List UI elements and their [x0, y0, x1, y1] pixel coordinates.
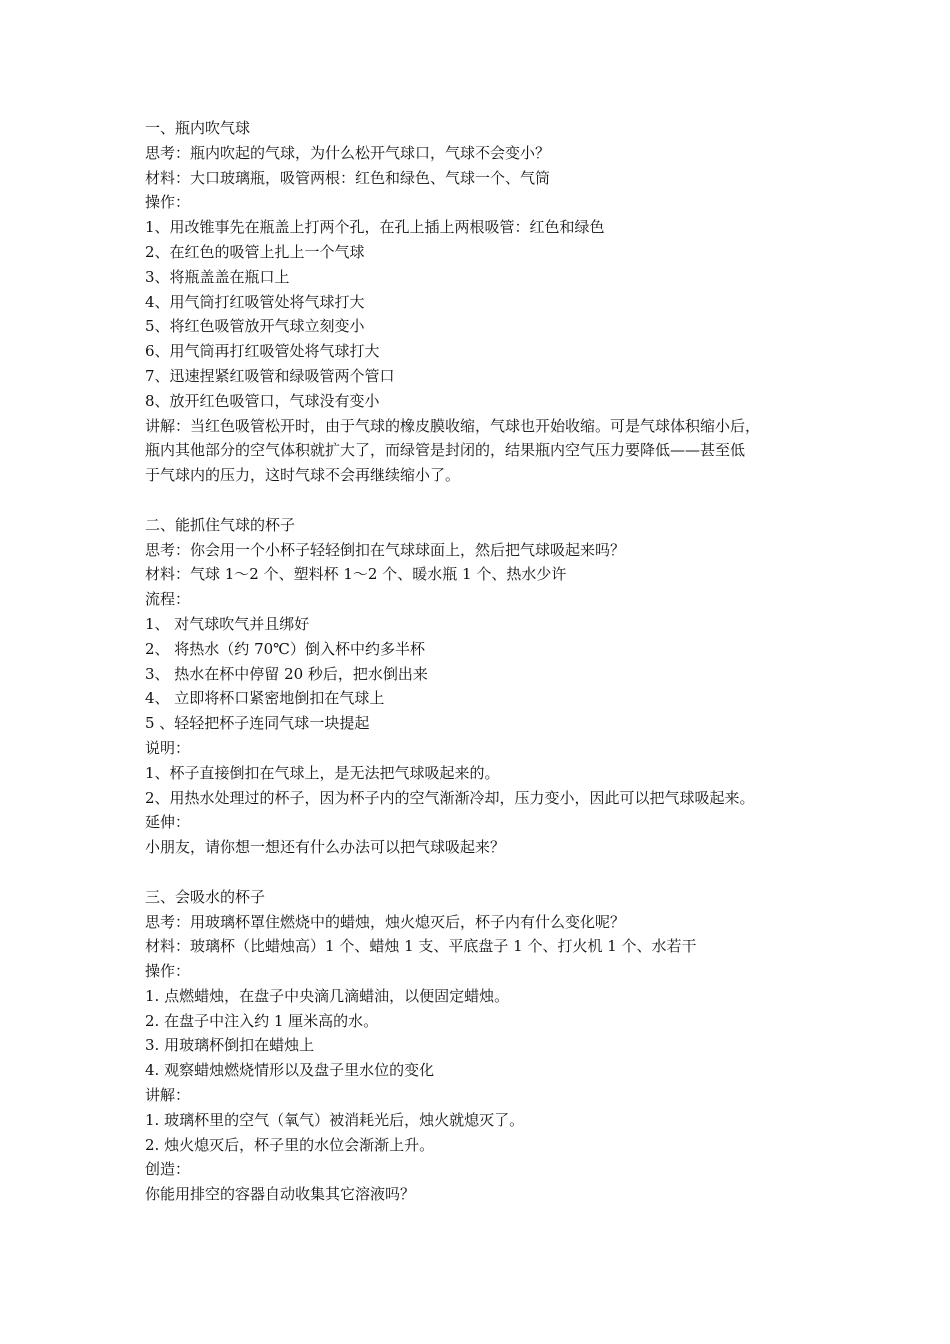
section-cup-catches-balloon: [145, 513, 815, 860]
text-line: 你能用排空的容器自动收集其它溶液吗？: [145, 1185, 416, 1204]
text-line: 2、用热水处理过的杯子，因为杯子内的空气渐渐冷却，压力变小，因此可以把气球吸起来。: [145, 788, 755, 807]
text-line: 1. 点燃蜡烛，在盘子中央滴几滴蜡油，以便固定蜡烛。: [145, 986, 510, 1005]
text-line: 2. 在盘子中注入约 1 厘米高的水。: [145, 1011, 379, 1030]
section-cup-absorbs-water: [145, 885, 815, 1207]
text-line: 3、 热水在杯中停留 20 秒后，把水倒出来: [145, 664, 428, 683]
text-line: 3、将瓶盖盖在瓶口上: [145, 267, 290, 286]
text-line: 7、迅速捏紧红吸管和绿吸管两个管口: [145, 366, 395, 385]
text-line: 1、用改锥事先在瓶盖上打两个孔，在孔上插上两根吸管：红色和绿色: [145, 218, 605, 237]
text-line: 延伸：: [145, 813, 191, 832]
text-line: 4、用气筒打红吸管处将气球打大: [145, 292, 365, 311]
text-line: 思考：你会用一个小杯子轻轻倒扣在气球球面上，然后把气球吸起来吗？: [145, 540, 626, 559]
document-page: [145, 116, 815, 1207]
text-line: 2、在红色的吸管上扎上一个气球: [145, 242, 365, 261]
text-line: 说明：: [145, 738, 191, 757]
text-line: 流程：: [145, 590, 191, 609]
text-line: 创造：: [145, 1160, 191, 1179]
explanation-line: 讲解：当红色吸管松开时，由于气球的橡皮膜收缩，气球也开始收缩。可是气球体积缩小后，: [145, 416, 761, 435]
text-line: 8、放开红色吸管口，气球没有变小: [145, 391, 380, 410]
text-line: 材料：气球 1～2 个、塑料杯 1～2 个、暖水瓶 1 个、热水少许: [145, 565, 567, 584]
text-line: 思考：用玻璃杯罩住燃烧中的蜡烛，烛火熄灭后，杯子内有什么变化呢？: [145, 912, 626, 931]
text-line: 材料：玻璃杯（比蜡烛高）1 个、蜡烛 1 支、平底盘子 1 个、打火机 1 个、水若干: [145, 937, 697, 956]
text-line: 操作：: [145, 193, 191, 212]
text-line: 操作：: [145, 962, 191, 981]
explanation-line: 瓶内其他部分的空气体积就扩大了，而绿管是封闭的，结果瓶内空气压力要降低——甚至低: [145, 441, 746, 460]
text-line: 4、 立即将杯口紧密地倒扣在气球上: [145, 689, 385, 708]
text-line: 4. 观察蜡烛燃烧情形以及盘子里水位的变化: [145, 1061, 435, 1080]
text-line: 1、 对气球吹气并且绑好: [145, 614, 310, 633]
text-line: 5、将红色吸管放开气球立刻变小: [145, 317, 365, 336]
text-line: 1. 玻璃杯里的空气（氧气）被消耗光后，烛火就熄灭了。: [145, 1110, 525, 1129]
text-line: 思考：瓶内吹起的气球，为什么松开气球口，气球不会变小？: [145, 143, 551, 162]
text-line: 讲解：: [145, 1086, 191, 1105]
text-line: 5 、轻轻把杯子连同气球一块提起: [145, 714, 370, 733]
section-title: 二、能抓住气球的杯子: [145, 515, 296, 534]
text-line: 6、用气筒再打红吸管处将气球打大: [145, 342, 380, 361]
explanation-line: 于气球内的压力，这时气球不会再继续缩小了。: [145, 466, 461, 485]
text-line: 2. 烛火熄灭后，杯子里的水位会渐渐上升。: [145, 1135, 435, 1154]
text-line: 材料：大口玻璃瓶，吸管两根：红色和绿色、气球一个、气筒: [145, 168, 551, 187]
text-line: 2、 将热水（约 70℃）倒入杯中约多半杯: [145, 639, 425, 658]
text-line: 1、杯子直接倒扣在气球上，是无法把气球吸起来的。: [145, 763, 500, 782]
text-line: 3. 用玻璃杯倒扣在蜡烛上: [145, 1036, 315, 1055]
section-balloon-in-bottle: [145, 116, 815, 488]
text-line: 小朋友，请你想一想还有什么办法可以把气球吸起来？: [145, 838, 506, 857]
section-title: 三、会吸水的杯子: [145, 887, 266, 906]
section-title: 一、瓶内吹气球: [145, 119, 251, 137]
